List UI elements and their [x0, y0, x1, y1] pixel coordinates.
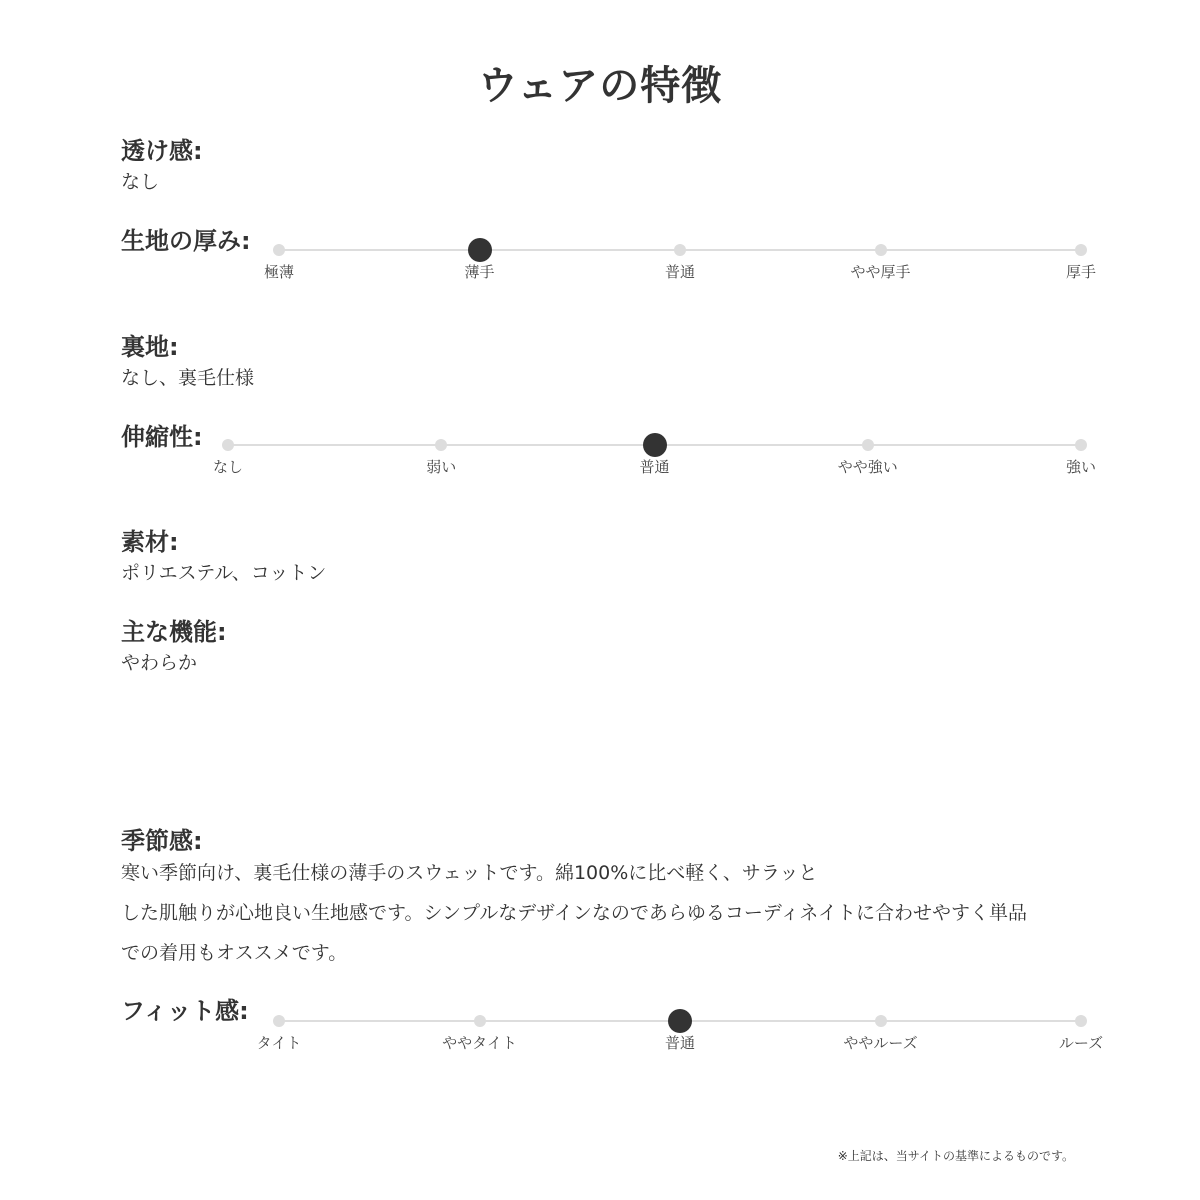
fit-scale: [256, 1001, 1104, 1061]
functions-label: 主な機能:: [121, 618, 227, 646]
scale-dot: [674, 244, 686, 256]
scale-dot: [1075, 439, 1087, 451]
material-value: ポリエステル、コットン: [121, 562, 327, 584]
stretch-option-label: 弱い: [426, 458, 457, 476]
stretch-option-label: 普通: [639, 458, 670, 476]
thickness-label: 生地の厚み:: [121, 227, 251, 255]
scale-dot: [474, 1015, 486, 1027]
scale-dot: [875, 1015, 887, 1027]
scale-dot: [875, 244, 887, 256]
lining-label: 裏地:: [121, 333, 179, 361]
scale-dot: [1075, 244, 1087, 256]
scale-dot: [273, 244, 285, 256]
stretch-scale: [212, 425, 1096, 485]
thickness-scale: [263, 230, 1096, 290]
scale-selected-dot: [643, 433, 667, 457]
stretch-option-label: やや強い: [837, 458, 898, 476]
scale-selected-dot: [668, 1009, 692, 1033]
season-description: [121, 853, 1111, 973]
thickness-option-label: 薄手: [464, 263, 495, 281]
fit-option-label: ややタイト: [442, 1034, 517, 1052]
fit-option-label: 普通: [664, 1034, 695, 1052]
thickness-option-label: やや厚手: [850, 263, 911, 281]
fit-option-label: ルーズ: [1058, 1034, 1104, 1052]
fit-label: フィット感:: [121, 997, 249, 1025]
scale-dot: [1075, 1015, 1087, 1027]
stretch-label: 伸縮性:: [121, 423, 203, 451]
thickness-option-label: 極薄: [263, 263, 294, 281]
material-label: 素材:: [121, 528, 179, 556]
fit-option-label: タイト: [256, 1034, 302, 1052]
scale-dot: [222, 439, 234, 451]
scale-dot: [273, 1015, 285, 1027]
scale-dot: [862, 439, 874, 451]
scale-selected-dot: [468, 238, 492, 262]
fit-option-label: ややルーズ: [843, 1034, 918, 1052]
footnote: ※上記は、当サイトの基準によるものです。: [837, 1149, 1074, 1163]
transparency-label: 透け感:: [121, 137, 203, 165]
page-title: ウェアの特徴: [477, 63, 723, 109]
season-label: 季節感:: [121, 827, 203, 855]
stretch-option-label: なし: [212, 458, 243, 476]
season-description-line: での着用もオススメです。: [121, 942, 348, 964]
scale-dot: [435, 439, 447, 451]
thickness-option-label: 厚手: [1065, 263, 1096, 281]
season-description-line: した肌触りが心地良い生地感です。シンプルなデザインなのであらゆるコーディネイトに合わせやすく単品: [121, 902, 1028, 924]
thickness-option-label: 普通: [664, 263, 695, 281]
lining-value: なし、裏毛仕様: [121, 367, 255, 389]
functions-value: やわらか: [121, 652, 198, 674]
transparency-value: なし: [121, 171, 160, 193]
season-description-line: 寒い季節向け、裏毛仕様の薄手のスウェットです。綿100%に比べ軽く、サラッと: [121, 862, 818, 884]
stretch-option-label: 強い: [1065, 458, 1096, 476]
